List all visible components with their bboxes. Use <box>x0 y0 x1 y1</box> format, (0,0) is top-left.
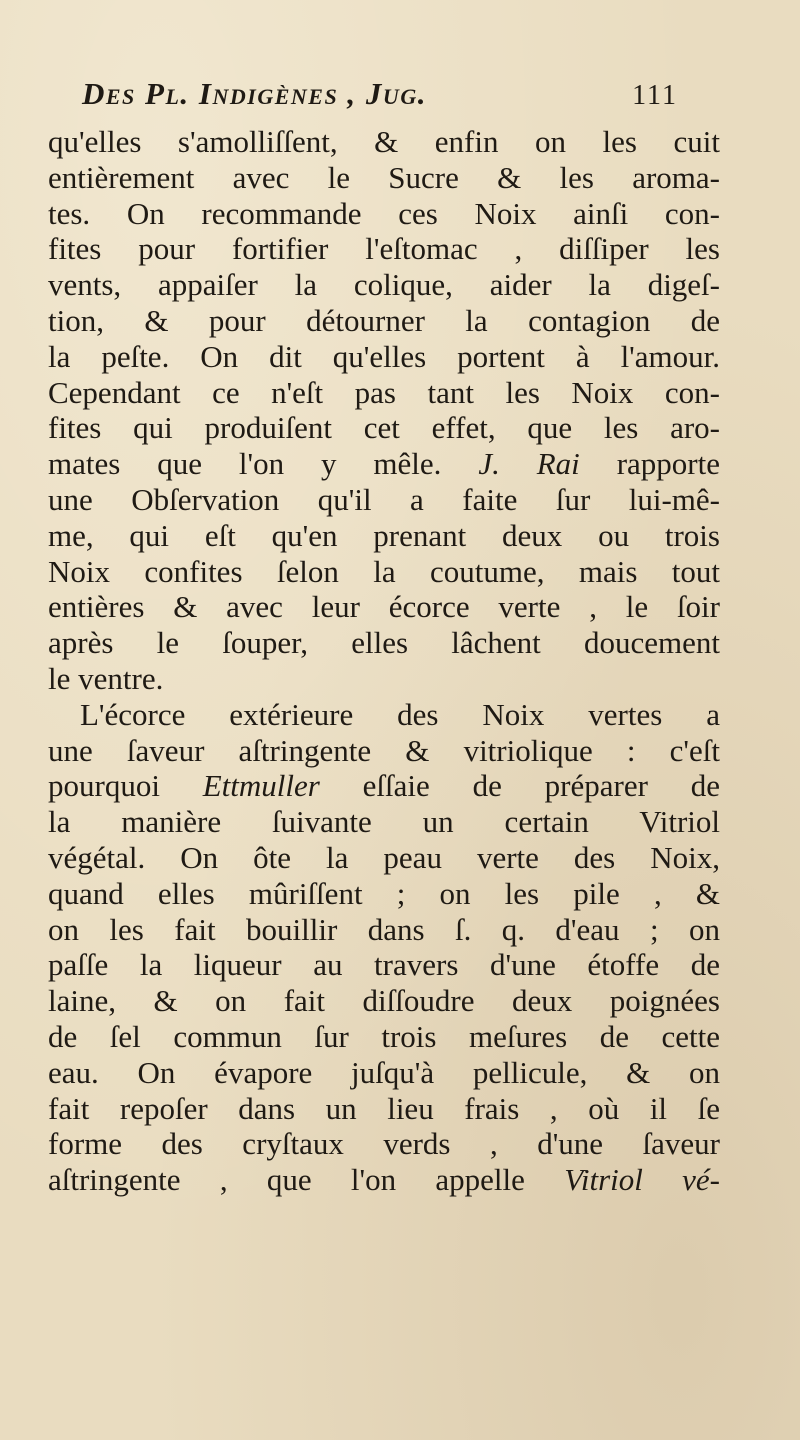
text-line <box>48 446 720 482</box>
italic-text: J. Rai <box>478 446 580 482</box>
text-line <box>48 1019 720 1055</box>
text-segment: de ſel commun ſur trois meſures de cette <box>48 1018 720 1054</box>
text-segment: eau. On évapore juſqu'à pellicule, & on <box>48 1054 720 1090</box>
text-segment: rapporte <box>579 446 721 482</box>
text-line <box>48 160 720 196</box>
text-segment: fites qui produiſent cet effet, que les aro- <box>48 410 720 446</box>
text-line <box>48 912 720 948</box>
text-line <box>48 518 720 554</box>
text-line <box>48 231 720 267</box>
text-segment: forme des cryſtaux verds , d'une ſaveur <box>48 1126 720 1162</box>
text-segment: le ventre. <box>48 660 164 696</box>
text-line <box>48 1126 720 1162</box>
text-line <box>48 661 720 697</box>
text-segment: entièrement avec le Sucre & les aroma- <box>48 159 720 195</box>
text-segment: après le ſouper, elles lâchent doucement <box>48 625 720 661</box>
text-line <box>48 1055 720 1091</box>
text-line <box>48 482 720 518</box>
text-line <box>48 375 720 411</box>
page-number: 111 <box>632 80 678 111</box>
text-line <box>48 697 720 733</box>
text-segment: laine, & on fait diſſoudre deux poignées <box>48 983 720 1019</box>
text-line <box>48 947 720 983</box>
text-segment: fait repoſer dans un lieu frais , où il ſe <box>48 1090 720 1126</box>
page-header <box>82 70 678 124</box>
text-line <box>48 267 720 303</box>
text-line <box>48 196 720 232</box>
text-line <box>48 1162 720 1198</box>
text-segment: quand elles mûriſſent ; on les pile , & <box>48 875 720 911</box>
text-line <box>48 589 720 625</box>
text-line <box>48 625 720 661</box>
text-segment: Cependant ce n'eſt pas tant les Noix con- <box>48 374 720 410</box>
italic-text: Ettmuller <box>202 768 320 804</box>
text-line <box>48 554 720 590</box>
text-segment: mates que l'on y mêle. <box>48 446 479 482</box>
text-segment: qu'elles s'amolliſſent, & enfin on les cuit <box>48 124 720 159</box>
running-title: Des Pl. Indigènes , Jug. <box>82 76 427 111</box>
text-segment: Noix confites ſelon la coutume, mais tout <box>48 553 720 589</box>
text-segment: végétal. On ôte la peau verte des Noix, <box>48 839 720 875</box>
text-segment: entières & avec leur écorce verte , le ſoir <box>48 589 720 625</box>
text-line <box>48 339 720 375</box>
text-line <box>48 124 720 160</box>
text-segment: on les fait bouillir dans ſ. q. d'eau ; on <box>48 911 720 947</box>
text-line <box>48 983 720 1019</box>
text-segment: vents, appaiſer la colique, aider la digeſ- <box>48 267 720 303</box>
text-segment: tes. On recommande ces Noix ainſi con- <box>48 195 720 231</box>
text-line <box>48 303 720 339</box>
text-segment: la peſte. On dit qu'elles portent à l'amour. <box>48 338 720 374</box>
text-segment: paſſe la liqueur au travers d'une étoffe de <box>48 947 720 983</box>
text-segment: tion, & pour détourner la contagion de <box>48 302 720 338</box>
text-segment: eſſaie de préparer de <box>319 768 720 804</box>
text-segment: L'écorce extérieure des Noix vertes a <box>80 696 720 732</box>
text-line <box>48 876 720 912</box>
italic-text: Vitriol vé- <box>564 1162 720 1198</box>
text-segment: aſtringente , que l'on appelle <box>48 1162 565 1198</box>
text-segment: une ſaveur aſtringente & vitriolique : c'eſt <box>48 732 720 768</box>
body-text <box>48 124 720 1198</box>
text-line <box>48 840 720 876</box>
text-line <box>48 804 720 840</box>
text-line <box>48 1091 720 1127</box>
text-segment: me, qui eſt qu'en prenant deux ou trois <box>48 517 720 553</box>
text-line <box>48 410 720 446</box>
text-segment: une Obſervation qu'il a faite ſur lui-mê- <box>48 481 720 517</box>
text-line <box>48 733 720 769</box>
text-segment: pourquoi <box>48 768 203 804</box>
text-segment: la manière ſuivante un certain Vitriol <box>48 804 720 840</box>
text-line <box>48 768 720 804</box>
text-segment: fites pour fortifier l'eſtomac , diſſiper les <box>48 231 720 267</box>
